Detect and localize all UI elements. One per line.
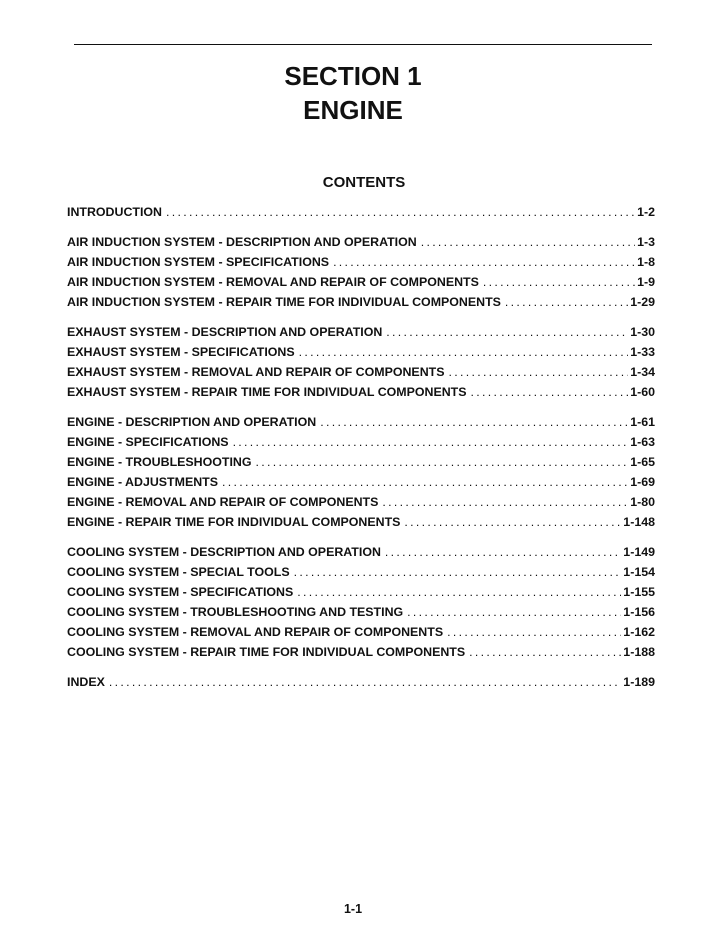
toc-entry-page: 1-80: [630, 495, 655, 509]
dot-leader: [386, 322, 628, 342]
toc-entry[interactable]: [67, 542, 655, 562]
toc-entry[interactable]: [67, 622, 655, 642]
toc-entry-title: ENGINE - REPAIR TIME FOR INDIVIDUAL COMPONENTS: [67, 515, 401, 529]
dot-leader: [385, 542, 621, 562]
toc-entry-title: ENGINE - REMOVAL AND REPAIR OF COMPONENTS: [67, 495, 379, 509]
toc-entry[interactable]: [67, 472, 655, 492]
dot-leader: [233, 432, 629, 452]
toc-entry[interactable]: [67, 202, 655, 222]
dot-leader: [166, 202, 635, 222]
toc-entry[interactable]: [67, 672, 655, 692]
toc-group: [67, 232, 655, 312]
dot-leader: [109, 672, 621, 692]
toc-entry[interactable]: [67, 272, 655, 292]
toc-entry-title: AIR INDUCTION SYSTEM - REPAIR TIME FOR INDIVIDUAL COMPONENTS: [67, 295, 501, 309]
toc-entry-page: 1-3: [637, 235, 655, 249]
toc-entry[interactable]: [67, 492, 655, 512]
dot-leader: [448, 362, 628, 382]
toc-entry[interactable]: [67, 432, 655, 452]
toc-entry[interactable]: [67, 642, 655, 662]
toc-entry[interactable]: [67, 602, 655, 622]
toc-entry-page: 1-189: [623, 675, 655, 689]
contents-heading: CONTENTS: [322, 174, 406, 191]
dot-leader: [222, 472, 628, 492]
toc-entry-title: ENGINE - SPECIFICATIONS: [67, 435, 229, 449]
toc-entry-page: 1-155: [623, 585, 655, 599]
toc-entry-page: 1-8: [637, 255, 655, 269]
toc-entry[interactable]: [67, 232, 655, 252]
dot-leader: [471, 382, 629, 402]
toc-entry-page: 1-188: [623, 645, 655, 659]
toc-entry-page: 1-29: [630, 295, 655, 309]
page-number: 1-1: [343, 902, 363, 916]
toc-entry[interactable]: [67, 452, 655, 472]
toc-entry-title: INTRODUCTION: [67, 205, 162, 219]
toc-entry[interactable]: [67, 412, 655, 432]
dot-leader: [382, 492, 628, 512]
toc-entry-title: EXHAUST SYSTEM - REPAIR TIME FOR INDIVIDUAL COMPONENTS: [67, 385, 467, 399]
dot-leader: [299, 342, 629, 362]
toc-entry-page: 1-61: [630, 415, 655, 429]
toc-entry[interactable]: [67, 292, 655, 312]
toc-entry-title: ENGINE - DESCRIPTION AND OPERATION: [67, 415, 317, 429]
toc-entry-page: 1-65: [630, 455, 655, 469]
toc-entry-page: 1-33: [630, 345, 655, 359]
toc-entry-title: INDEX: [67, 675, 105, 689]
toc-entry-title: COOLING SYSTEM - TROUBLESHOOTING AND TESTING: [67, 605, 404, 619]
toc-entry-page: 1-149: [623, 545, 655, 559]
toc-entry-title: COOLING SYSTEM - SPECIAL TOOLS: [67, 565, 290, 579]
toc-entry-title: COOLING SYSTEM - SPECIFICATIONS: [67, 585, 294, 599]
toc-entry[interactable]: [67, 382, 655, 402]
dot-leader: [294, 562, 622, 582]
toc-entry-title: AIR INDUCTION SYSTEM - REMOVAL AND REPAIR OF COMPONENTS: [67, 275, 479, 289]
dot-leader: [421, 232, 635, 252]
dot-leader: [469, 642, 621, 662]
toc-entry[interactable]: [67, 322, 655, 342]
toc-entry-title: EXHAUST SYSTEM - REMOVAL AND REPAIR OF COMPONENTS: [67, 365, 445, 379]
toc-entry-page: 1-156: [623, 605, 655, 619]
toc-entry-page: 1-9: [637, 275, 655, 289]
toc-group: [67, 412, 655, 532]
dot-leader: [505, 292, 628, 312]
toc-entry[interactable]: [67, 342, 655, 362]
toc-entry-title: COOLING SYSTEM - REMOVAL AND REPAIR OF COMPONENTS: [67, 625, 444, 639]
toc-entry-title: EXHAUST SYSTEM - SPECIFICATIONS: [67, 345, 295, 359]
toc-entry-page: 1-2: [637, 205, 655, 219]
toc-entry-title: EXHAUST SYSTEM - DESCRIPTION AND OPERATION: [67, 325, 383, 339]
section-subject: ENGINE: [303, 95, 403, 125]
dot-leader: [404, 512, 621, 532]
toc-group: [67, 542, 655, 662]
toc-group: [67, 322, 655, 402]
toc-entry-page: 1-69: [630, 475, 655, 489]
dot-leader: [407, 602, 621, 622]
toc-entry-title: ENGINE - ADJUSTMENTS: [67, 475, 218, 489]
toc-group: [67, 202, 655, 222]
dot-leader: [447, 622, 621, 642]
toc-entry-page: 1-34: [630, 365, 655, 379]
table-of-contents: [67, 202, 655, 702]
toc-entry-title: COOLING SYSTEM - REPAIR TIME FOR INDIVIDUAL COMPONENTS: [67, 645, 466, 659]
toc-entry-page: 1-60: [630, 385, 655, 399]
toc-entry-page: 1-154: [623, 565, 655, 579]
toc-entry-page: 1-30: [630, 325, 655, 339]
dot-leader: [256, 452, 629, 472]
toc-entry-title: ENGINE - TROUBLESHOOTING: [67, 455, 252, 469]
toc-entry-title: AIR INDUCTION SYSTEM - DESCRIPTION AND OPERATION: [67, 235, 417, 249]
toc-group: [67, 672, 655, 692]
top-rule: [74, 44, 652, 45]
toc-entry[interactable]: [67, 512, 655, 532]
section-title: SECTION 1: [284, 61, 422, 91]
toc-entry[interactable]: [67, 252, 655, 272]
toc-entry-page: 1-148: [623, 515, 655, 529]
toc-entry[interactable]: [67, 362, 655, 382]
toc-entry[interactable]: [67, 562, 655, 582]
toc-entry-page: 1-63: [630, 435, 655, 449]
dot-leader: [297, 582, 621, 602]
dot-leader: [320, 412, 628, 432]
toc-entry-title: COOLING SYSTEM - DESCRIPTION AND OPERATION: [67, 545, 381, 559]
toc-entry[interactable]: [67, 582, 655, 602]
dot-leader: [333, 252, 635, 272]
dot-leader: [483, 272, 635, 292]
toc-entry-title: AIR INDUCTION SYSTEM - SPECIFICATIONS: [67, 255, 330, 269]
toc-entry-page: 1-162: [623, 625, 655, 639]
